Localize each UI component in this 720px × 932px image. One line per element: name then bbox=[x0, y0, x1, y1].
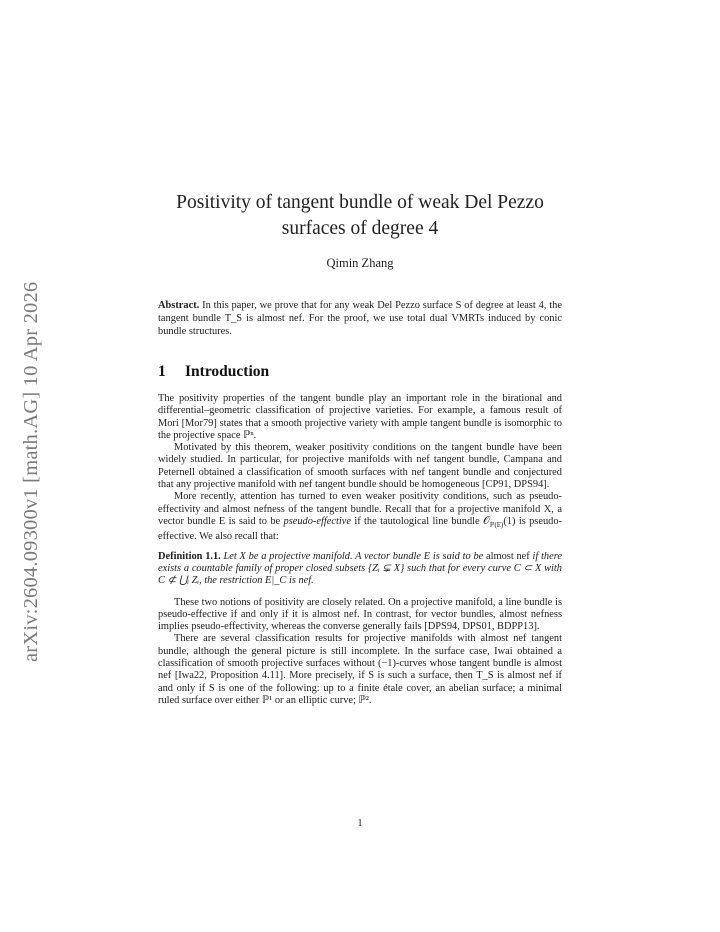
paragraph-3 bbox=[158, 491, 562, 543]
definition-term: almost nef bbox=[486, 550, 530, 562]
paper-title bbox=[158, 190, 562, 242]
section-number: 1 bbox=[158, 363, 166, 380]
paragraph-3-subscript: ℙ(E) bbox=[489, 521, 504, 530]
arxiv-stamp-text: arXiv:2604.09300v1 [math.AG] 10 Apr 2026 bbox=[20, 281, 42, 662]
paragraph-3-part-b: if the tautological line bundle 𝒪 bbox=[354, 515, 490, 527]
title-line-2: surfaces of degree 4 bbox=[281, 218, 439, 239]
definition-1-1 bbox=[158, 551, 562, 588]
paragraph-2: Motivated by this theorem, weaker positivity conditions on the tangent bundle have been widely studied. In particular, for projective manifolds with nef tangent bundle, Campana and Peternell obtained a classification of smooth surfaces with nef tangent bundle and conjectured that any projective manifold with nef tangent bundle should be homogeneous [CP91, DPS94]. bbox=[158, 442, 562, 491]
paragraph-3-part-c: (1) is pseudo-effective. We also recall that: bbox=[158, 515, 562, 543]
definition-label: Definition 1.1. bbox=[158, 550, 221, 562]
section-title: Introduction bbox=[185, 363, 270, 380]
body-text bbox=[158, 393, 562, 707]
paragraph-5: There are several classification results for projective manifolds with almost nef tangent bundle, although the general picture is still incomplete. In the surface case, Iwai obtained a classification of smooth projective surfaces without (−1)-curves whose tangent bundle is almost nef [Iwa22, Proposition 4.11]. More precisely, if S is such a surface, then T_S is almost nef if and only if S is one of the following: up to a finite étale cover, an abelian surface; a minimal ruled surface over either ℙ¹ or an elliptic curve; ℙ². bbox=[158, 633, 562, 706]
section-heading bbox=[158, 363, 562, 381]
author: Qimin Zhang bbox=[326, 256, 394, 270]
paragraph-4: These two notions of positivity are closely related. On a projective manifold, a line bundle is pseudo-effective if and only if it is almost nef. In contrast, for vector bundles, almost nefness implies pseudo-effectivity, whereas the converse generally fails [DPS94, DPS01, BDPP13]. bbox=[158, 596, 562, 633]
title-line-1: Positivity of tangent bundle of weak Del Pezzo bbox=[176, 192, 544, 213]
paragraph-3-emphasis: pseudo-effective bbox=[283, 515, 352, 527]
definition-part-2: if there exists a countable family of proper closed subsets {Zᵢ ⊊ X} such that for every curve C ⊂ X with C ⊄ ⋃ᵢ Zᵢ, the restriction E|_C is nef. bbox=[158, 550, 562, 587]
abstract bbox=[158, 299, 562, 338]
paragraph-3-part-a: More recently, attention has turned to even weaker positivity conditions, such as pseudo-effectivity and almost nefness of the tangent bundle. Recall that for a projective manifold X, a vector bundle E is said to be bbox=[158, 491, 562, 527]
arxiv-stamp bbox=[14, 242, 50, 662]
abstract-text: In this paper, we prove that for any weak Del Pezzo surface S of degree at least 4, the tangent bundle T_S is almost nef. For the proof, we use total dual VMRTs induced by conic bundle structures. bbox=[158, 300, 562, 337]
abstract-label: Abstract. bbox=[158, 300, 200, 311]
page-number: 1 bbox=[357, 818, 363, 829]
definition-part-1: Let X be a projective manifold. A vector bundle E is said to be bbox=[223, 550, 484, 562]
paragraph-1: The positivity properties of the tangent bundle play an important role in the birational and differential–geometric classification of projective varieties. For example, a famous result of Mori [Mor79] states that a smooth projective variety with ample tangent bundle is isomorphic to the projective space ℙⁿ. bbox=[158, 393, 562, 441]
